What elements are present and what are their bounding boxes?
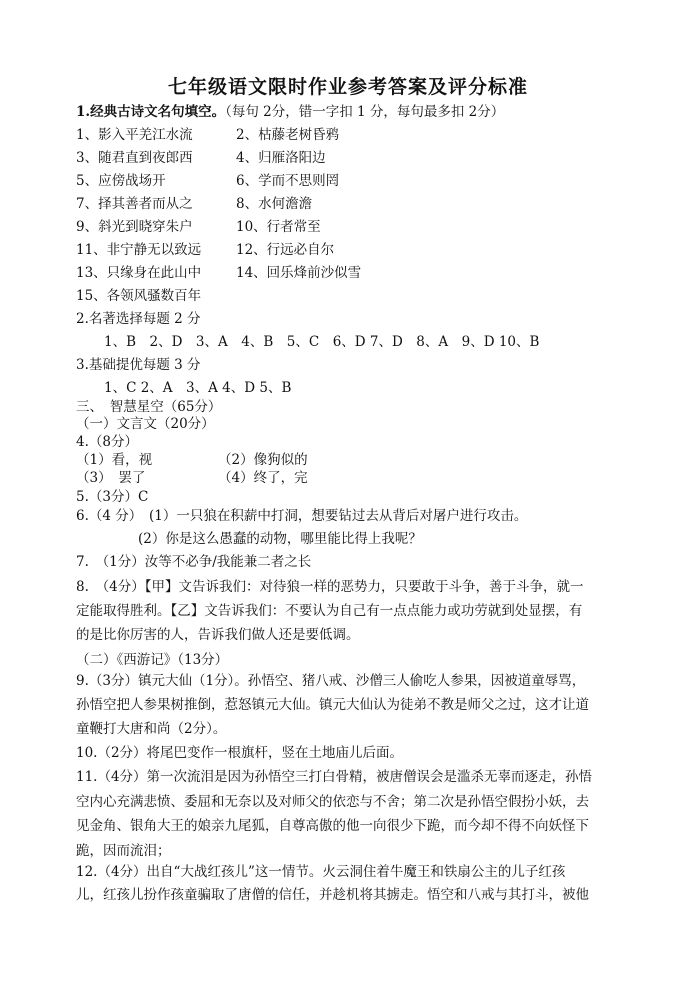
answer-item: 11、非宁静无以致远: [76, 242, 202, 258]
section1-note: （每句 2分，错一字扣 1 分，每句最多扣 2分）: [225, 104, 505, 120]
section3-heading: 3.基础提优每题 3 分: [76, 357, 201, 373]
answer-item: 15、各领风骚数百年: [76, 288, 202, 304]
answer-item: 5.（3分）C: [76, 489, 149, 505]
answer-item: 12、行远必自尔: [236, 242, 335, 258]
answer-item: 3、随君直到夜郎西: [76, 150, 193, 166]
answer-item: 8、水何澹澹: [236, 196, 313, 212]
answer-item: （2）像狗似的: [218, 452, 308, 468]
answer-item: 10、行者常至: [236, 219, 321, 235]
answer-item: 5、应傍战场开: [76, 173, 166, 189]
section2-answers: 1、B 2、D 3、A 4、B 5、C 6、D 7、D 8、A 9、D 10、B: [104, 334, 540, 350]
answer-line: 的是比你厉害的人，告诉我们做人还是要低调。: [76, 627, 360, 643]
answer-line: 11.（4分）第一次流泪是因为孙悟空三打白骨精，被唐僧误会是滥杀无辜而逐走，孙悟: [76, 769, 593, 785]
answer-item: 6、学而不思则罔: [236, 173, 340, 189]
subsection-heading: （二）《西游记》（13分）: [76, 652, 229, 668]
answer-item: （3） 罢了: [76, 470, 146, 486]
subsection-heading: （一）文言文（20分）: [76, 416, 215, 432]
section3-answers: 1、C 2、A 3、A 4、D 5、B: [104, 380, 292, 396]
answer-item: 13、只缘身在此山中: [76, 265, 202, 281]
answer-item: 7. （1分）汝等不必争/我能兼二者之长: [76, 554, 312, 570]
answer-item: 7、择其善者而从之: [76, 196, 193, 212]
question-number: 4.（8分）: [76, 434, 138, 450]
answer-line: 9.（3分）镇元大仙（1分）。孙悟空、猪八戒、沙僧三人偷吃人参果，因被道童辱骂，: [76, 673, 586, 689]
section1-heading: 1.经典古诗文名句填空。: [76, 104, 226, 120]
section1-header: [76, 106, 504, 120]
answer-item: 1、影入平羌江水流: [76, 127, 193, 143]
answer-item: 2、枯藤老树昏鸦: [236, 127, 340, 143]
page-title: 七年级语文限时作业参考答案及评分标准: [167, 76, 528, 98]
answer-item: (2）你是这么愚蠢的动物，哪里能比得上我呢？: [138, 531, 422, 547]
answer-line: 12.（4分）出自“大战红孩儿”这一情节。火云洞住着牛魔王和铁扇公主的儿子红孩: [76, 864, 566, 880]
answer-item: （1）看，视: [76, 452, 153, 468]
answer-item: （4）终了，完: [218, 470, 308, 486]
answer-line: 孙悟空把人参果树推倒，惹怒镇元大仙。镇元大仙认为徒弟不教是师父之过，这才让道: [76, 697, 589, 713]
answer-line: 儿，红孩儿扮作孩童骗取了唐僧的信任，并趁机将其掳走。悟空和八戒与其打斗，被他: [76, 887, 589, 903]
section2-heading: 2.名著选择每题 2 分: [76, 311, 201, 327]
answer-line: 跪，因而流泪；: [76, 843, 171, 859]
answer-line: 见金角、银角大王的娘亲九尾狐，自尊高傲的他一向很少下跪，而今却不得不向妖怪下: [76, 818, 589, 834]
answer-line: 童鞭打大唐和尚（2分）。: [76, 721, 227, 737]
answer-item: 4、归雁洛阳边: [236, 150, 326, 166]
answer-line: 空内心充满悲愤、委屈和无奈以及对师父的依恋与不舍；第二次是孙悟空假扮小妖，去: [76, 794, 589, 810]
answer-line: 定能取得胜利。【乙】文告诉我们：不要认为自己有一点点能力或功劳就到处显摆，有: [76, 603, 583, 619]
answer-item: 14、回乐烽前沙似雪: [236, 265, 362, 281]
part3-heading: 三、 智慧星空（65分）: [76, 399, 222, 415]
answer-line: 8. （4分）【甲】文告诉我们：对待狼一样的恶势力，只要敢于斗争，善于斗争，就一: [76, 579, 584, 595]
answer-line: 10.（2分）将尾巴变作一根旗杆，竖在土地庙儿后面。: [76, 745, 404, 761]
answer-item: 6.（4 分） (1）一只狼在积薪中打洞，想要钻过去从背后对屠户进行攻击。: [76, 508, 528, 524]
answer-item: 9、斜光到晓穿朱户: [76, 219, 193, 235]
